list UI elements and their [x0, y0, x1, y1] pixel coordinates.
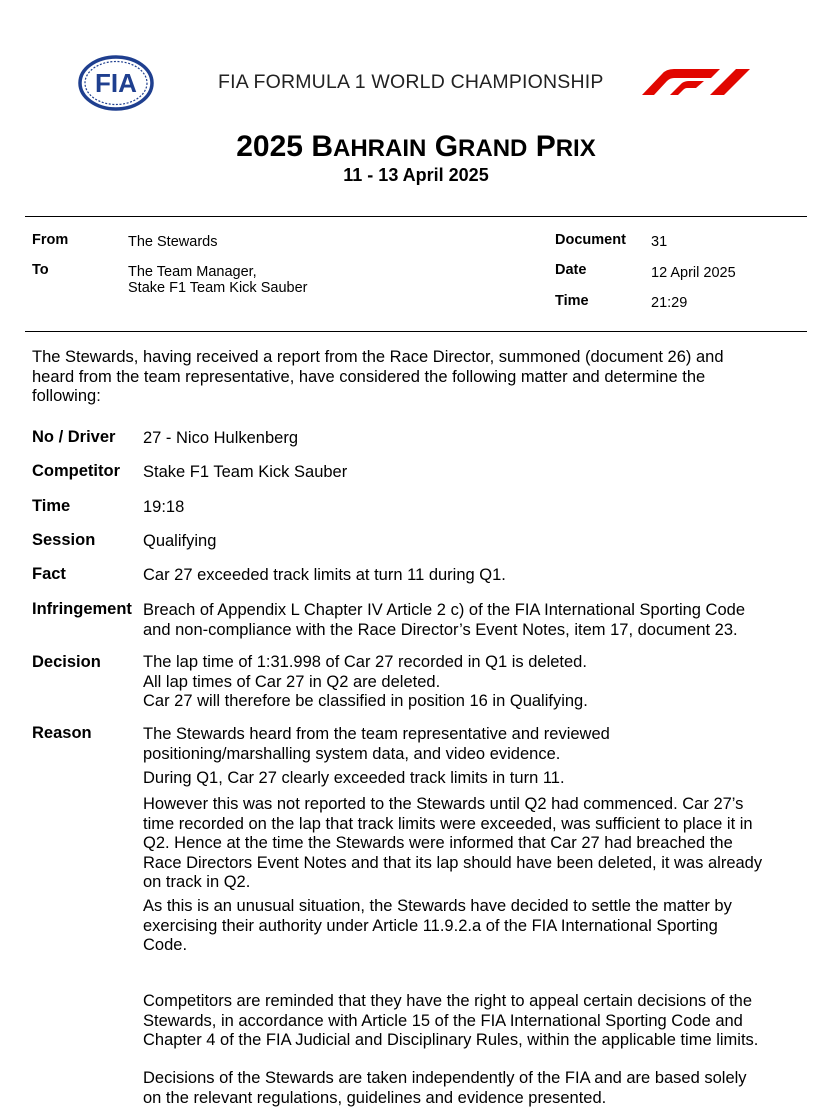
event-title: [0, 130, 832, 164]
fact-label: Fact: [32, 565, 66, 583]
event-title-r2: RAND: [458, 135, 528, 162]
reason-line: Race Directors Event Notes and that its lap should have been deleted, it was already: [143, 853, 763, 872]
driver-label: No / Driver: [32, 428, 116, 446]
reason-line: positioning/marshalling system data, and video evidence.: [143, 744, 561, 763]
reason-line: on track in Q2.: [143, 873, 251, 891]
session-label: Session: [32, 531, 96, 549]
reason-line: exercising their authority under Article 11.9.2.a of the FIA International Sporting: [143, 916, 718, 935]
reason-line: Code.: [143, 936, 188, 954]
reason-paragraph-1: [143, 725, 808, 764]
reason-paragraph-3: [143, 795, 808, 893]
date-label: Date: [555, 262, 587, 278]
competitor-label: Competitor: [32, 462, 120, 480]
from-label: From: [32, 232, 69, 248]
intro-line: heard from the team representative, have considered the following matter and determine the: [32, 367, 706, 386]
intro-line: The Stewards, having received a report from the Race Director, summoned (document 26) and: [32, 348, 724, 366]
reason-line: During Q1, Car 27 clearly exceeded track limits in turn 11.: [143, 769, 565, 787]
reason-line: As this is an unusual situation, the Stewards have decided to settle the matter by: [143, 897, 732, 915]
event-title-r3: RIX: [555, 135, 596, 162]
independence-line: Decisions of the Stewards are taken independently of the FIA and are based solely: [143, 1069, 747, 1087]
time-field-value: 19:18: [143, 498, 185, 516]
championship-name: FIA FORMULA 1 WORLD CHAMPIONSHIP: [218, 71, 604, 93]
decision-value: [143, 653, 808, 712]
meta-divider: [25, 331, 807, 332]
date-value: 12 April 2025: [651, 265, 736, 281]
from-value: The Stewards: [128, 234, 218, 250]
fact-value: Car 27 exceeded track limits at turn 11 during Q1.: [143, 566, 506, 584]
reason-line: The Stewards heard from the team representative and reviewed: [143, 725, 610, 743]
infringement-line: Breach of Appendix L Chapter IV Article 2 c) of the FIA International Sporting Code: [143, 601, 745, 619]
decision-label: Decision: [32, 653, 101, 671]
appeal-line: Stewards, in accordance with Article 15 of the FIA International Sporting Code and: [143, 1011, 743, 1030]
reason-paragraph-4: [143, 897, 808, 956]
event-title-r1: AHRAIN: [333, 135, 427, 162]
time-label: Time: [555, 293, 589, 309]
header-divider: [25, 216, 807, 217]
infringement-line: and non-compliance with the Race Director’s Event Notes, item 17, document 23.: [143, 620, 738, 639]
to-value-line: Stake F1 Team Kick Sauber: [128, 280, 308, 296]
document-number: 31: [651, 234, 668, 250]
fia-logo: [78, 55, 154, 111]
reason-label: Reason: [32, 724, 92, 742]
session-value: Qualifying: [143, 532, 217, 550]
event-title-b1: B: [311, 130, 334, 163]
event-title-b3: P: [535, 130, 556, 163]
appeal-line: Competitors are reminded that they have the right to appeal certain decisions of the: [143, 992, 753, 1010]
independence-line: on the relevant regulations, guidelines and evidence presented.: [143, 1088, 607, 1107]
fia-logo-text: FIA: [95, 68, 137, 98]
to-value: [128, 264, 307, 296]
document-label: Document: [555, 232, 626, 248]
appeal-notice: [143, 992, 808, 1051]
driver-value: 27 - Nico Hulkenberg: [143, 429, 298, 447]
time-value: 21:29: [651, 295, 688, 311]
f1-logo: [640, 66, 752, 96]
f1-logo-text: F1: [640, 66, 642, 67]
event-title-b2: G: [434, 130, 459, 163]
intro-line: following:: [32, 387, 101, 405]
competitor-value: Stake F1 Team Kick Sauber: [143, 463, 348, 481]
reason-line: Q2. Hence at the time the Stewards were informed that Car 27 had breached the: [143, 834, 733, 852]
event-dates: 11 - 13 April 2025: [343, 165, 489, 185]
appeal-line: Chapter 4 of the FIA Judicial and Disciplinary Rules, within the applicable time limits.: [143, 1031, 759, 1049]
decision-line: All lap times of Car 27 in Q2 are deleted.: [143, 672, 441, 691]
reason-paragraph-2: [143, 769, 808, 789]
infringement-value: [143, 601, 808, 640]
infringement-label: Infringement: [32, 600, 132, 618]
reason-line: However this was not reported to the Stewards until Q2 had commenced. Car 27’s: [143, 795, 744, 813]
to-value-line: The Team Manager,: [128, 264, 257, 280]
decision-line: The lap time of 1:31.998 of Car 27 recorded in Q1 is deleted.: [143, 653, 587, 671]
independence-notice: [143, 1069, 808, 1108]
intro-paragraph: [32, 348, 802, 407]
time-field-label: Time: [32, 497, 71, 515]
reason-line: time recorded on the lap that track limits were exceeded, was sufficient to place it in: [143, 814, 753, 833]
event-title-year: 2025: [236, 130, 303, 163]
decision-line: Car 27 will therefore be classified in position 16 in Qualifying.: [143, 692, 588, 710]
to-label: To: [32, 262, 49, 278]
